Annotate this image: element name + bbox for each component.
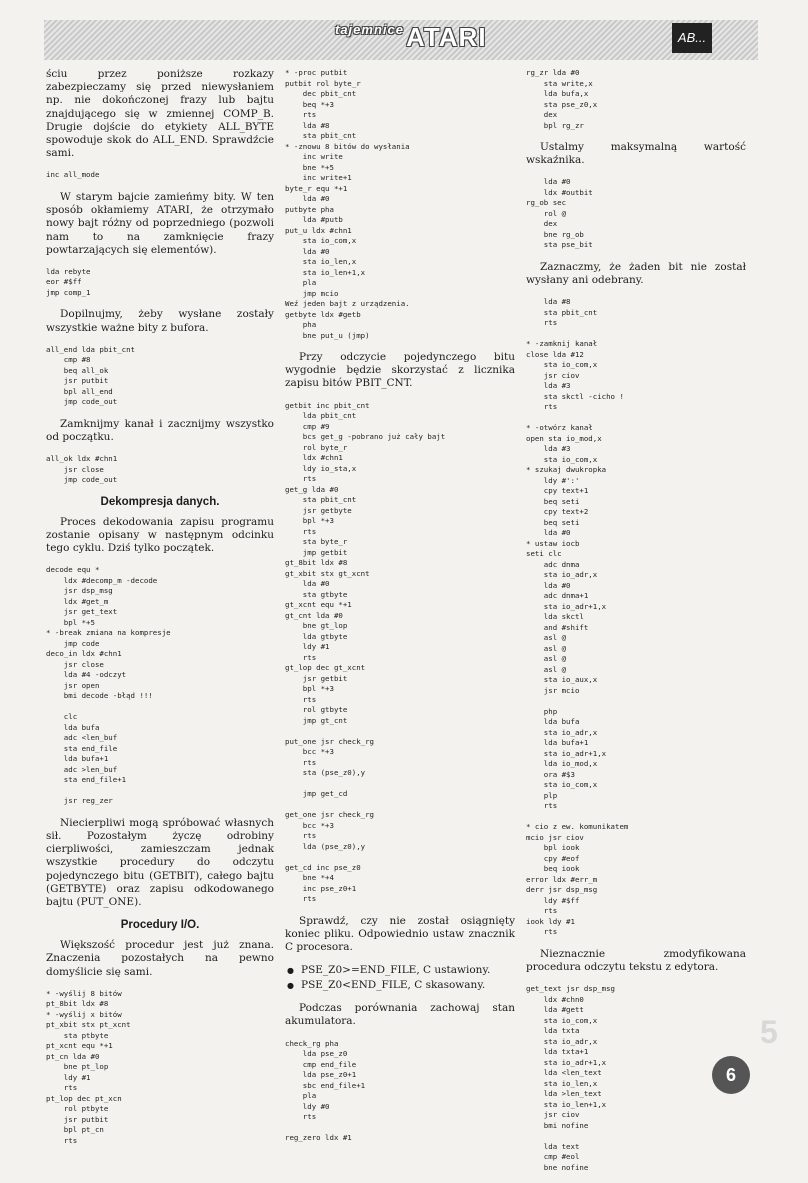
paragraph: Większość procedur jest już znana. Znaczenia pozostałych na pewno domyślicie się sami.: [46, 939, 274, 978]
code-block: getbit inc pbit_cnt lda pbit_cnt cmp #9 bcs get_g -pobrano już cały bajt rol byte_r ldx #chn1 ldy io_sta,x rts get_g lda #0 sta pbit_cnt jsr getbyte bpl *+3 rts sta byte_r jmp getbit gt_8bit ldx #8 gt_xbit stx gt_xcnt lda #0 sta gtbyte gt_xcnt equ *+1 gt_cnt lda #0 bne gt_lop lda gtbyte ldy #1 rts gt_lop dec gt_xcnt jsr getbit bpl *+3 rts rol gtbyte jmp gt_cnt put_one jsr check_rg bcc *+3 rts sta (pse_z0),y jmp get_cd get_one jsr check_rg bcc *+3 rts lda (pse_z0),y get_cd inc pse_z0 bne *+4 inc pse_z0+1 rts: [285, 400, 446, 904]
column-2: [285, 68, 515, 1154]
header-title-main: ATARI: [405, 22, 487, 52]
paragraph: Zamknijmy kanał i zacznijmy wszystko od początku.: [46, 417, 274, 444]
code-block: lda rebyte eor #$ff jmp comp_1: [46, 266, 91, 297]
header-title: [335, 22, 487, 53]
page-badge: 6: [712, 1056, 750, 1094]
code-block: all_end lda pbit_cnt cmp #8 beq all_ok jsr putbit bpl all_end jmp code_out: [46, 344, 135, 407]
code-block: inc all_mode: [46, 170, 100, 180]
code-block: get_text jsr dsp_msg ldx #chn0 lda #gett sta io_com,x lda txta sta io_adr,x lda txta+1 sta io_adr+1,x lda <len_text sta io_len,x lda >len_text sta io_len+1,x jsr ciov bmi nofine lda text cmp #eol bne nofine: [526, 984, 615, 1172]
ab-logo: AB...: [672, 23, 712, 53]
paragraph: Przy odczycie pojedynczego bitu wygodnie będzie skorzystać z licznika zapisu bitów PBIT_CNT.: [285, 351, 515, 390]
paragraph: Podczas porównania zachowaj stan akumulatora.: [285, 1002, 515, 1028]
code-block: check_rg pha lda pse_z0 cmp end_file lda pse_z0+1 sbc end_file+1 pla ldy #0 rts reg_zero ldx #1: [285, 1038, 366, 1143]
paragraph: Niecierpliwi mogą spróbować własnych sił. Pozostałym życzę odrobiny cierpliwości, zamieszczam jednak wszystkie procedury do odczytu pojedynczego bitu (GETBIT), całego bajtu (GETBYTE) oraz zapisu odkodowanego bajtu (PUT_ONE).: [46, 816, 274, 909]
bullet-item: ● PSE_Z0>=END_FILE, C ustawiony.: [285, 964, 515, 977]
paragraph: W starym bajcie zamieńmy bity. W ten sposób okłamiemy ATARI, że otrzymało nowy bajt różny od poprzedniego (pozwoli nam to na zamknięcie frazy powtarzających się elementów).: [46, 190, 274, 256]
paragraph: Zaznaczmy, że żaden bit nie został wysłany ani odebrany.: [526, 260, 746, 287]
code-block: decode equ * ldx #decomp_m -decode jsr dsp_msg ldx #get_m jsr get_text bpl *+5 * -break zmiana na kompresje jmp code deco_in ldx #chn1 jsr close lda #4 -odczyt jsr open bmi decode -błąd !!! clc lda bufa adc <len_buf sta end_file lda bufa+1 adc >len_buf sta end_file+1 jsr reg_zer: [46, 565, 171, 806]
section-heading: Dekompresja danych.: [100, 495, 220, 508]
header-title-prefix: tajemnice: [335, 22, 404, 37]
code-block: rg_zr lda #0 sta write,x lda bufa,x sta pse_z0,x dex bpl rg_zr: [526, 68, 598, 130]
code-block: * -wyślij 8 bitów pt_8bit ldx #8 * -wyślij x bitów pt_xbit stx pt_xcnt sta ptbyte pt_xcnt equ *+1 pt_cn lda #0 bne pt_lop ldy #1 rts pt_lop dec pt_xcn rol ptbyte jsr putbit bpl pt_cn rts: [46, 988, 131, 1145]
bullet-item: ● PSE_Z0<END_FILE, C skasowany.: [285, 979, 515, 992]
paragraph: Sprawdź, czy nie został osiągnięty koniec pliku. Odpowiednio ustaw znacznik C procesora.: [285, 914, 515, 954]
code-block: lda #8 sta pbit_cnt rts * -zamknij kanał close lda #12 sta io_com,x jsr ciov lda #3 sta skctl -cicho ! rts * -otwórz kanał open sta io_mod,x lda #3 sta io_com,x * szukaj dwukropka ldy #':' cpy text+1 beq seti cpy text+2 beq seti lda #0 * ustaw iocb seti clc adc dnma sta io_adr,x lda #0 adc dnma+1 sta io_adr+1,x lda skctl and #shift asl @ asl @ asl @ asl @ sta io_aux,x jsr mcio php lda bufa sta io_adr,x lda bufa+1 sta io_adr+1,x lda io_mod,x ora #$3 sta io_com,x plp rts * cio z ew. komunikatem mcio jsr ciov bpl iook cpy #eof beq iook error ldx #err_m derr jsr dsp_msg ldy #$ff rts iook ldy #1 rts: [526, 297, 629, 937]
column-3: [526, 68, 746, 1183]
paragraph: ściu przez poniższe rozkazy zabezpieczamy się przed niewysłaniem np. nie dokończonej frazy lub bajtu znajdującego się w zmiennej COMP_B. Drugie dojście do etykiety ALL_BYTE spowoduje skok do ALL_END. Sprawdźcie sami.: [46, 68, 274, 160]
bullet-list: [285, 964, 515, 992]
code-block: * -proc putbit putbit rol byte_r dec pbit_cnt beq *+3 rts lda #8 sta pbit_cnt * -znowu 8 bitów do wysłania inc write bne *+5 inc write+1 byte_r equ *+1 lda #0 putbyte pha lda #putb put_u ldx #chn1 sta io_com,x lda #0 sta io_len,x sta io_len+1,x pla jmp mcio Weź jeden bajt z urządzenia. getbyte ldx #getb pha bne put_u (jmp): [285, 68, 410, 340]
paragraph: Proces dekodowania zapisu programu zostanie opisany w następnym odcinku tego cyklu. Dziś tylko początek.: [46, 515, 274, 555]
code-block: all_ok ldx #chn1 jsr close jmp code_out: [46, 454, 118, 485]
code-block: lda #0 ldx #outbit rg_ob sec rol @ dex bne rg_ob sta pse_bit: [526, 177, 593, 250]
paragraph: Ustalmy maksymalną wartość wskaźnika.: [526, 141, 746, 167]
section-heading: Procedury I/O.: [120, 919, 200, 932]
column-1: [46, 68, 274, 1156]
paragraph: Dopilnujmy, żeby wysłane zostały wszystkie ważne bity z bufora.: [46, 308, 274, 334]
paragraph: Nieznacznie zmodyfikowana procedura odczytu tekstu z edytora.: [526, 947, 746, 974]
page-number: 5: [760, 1014, 778, 1050]
